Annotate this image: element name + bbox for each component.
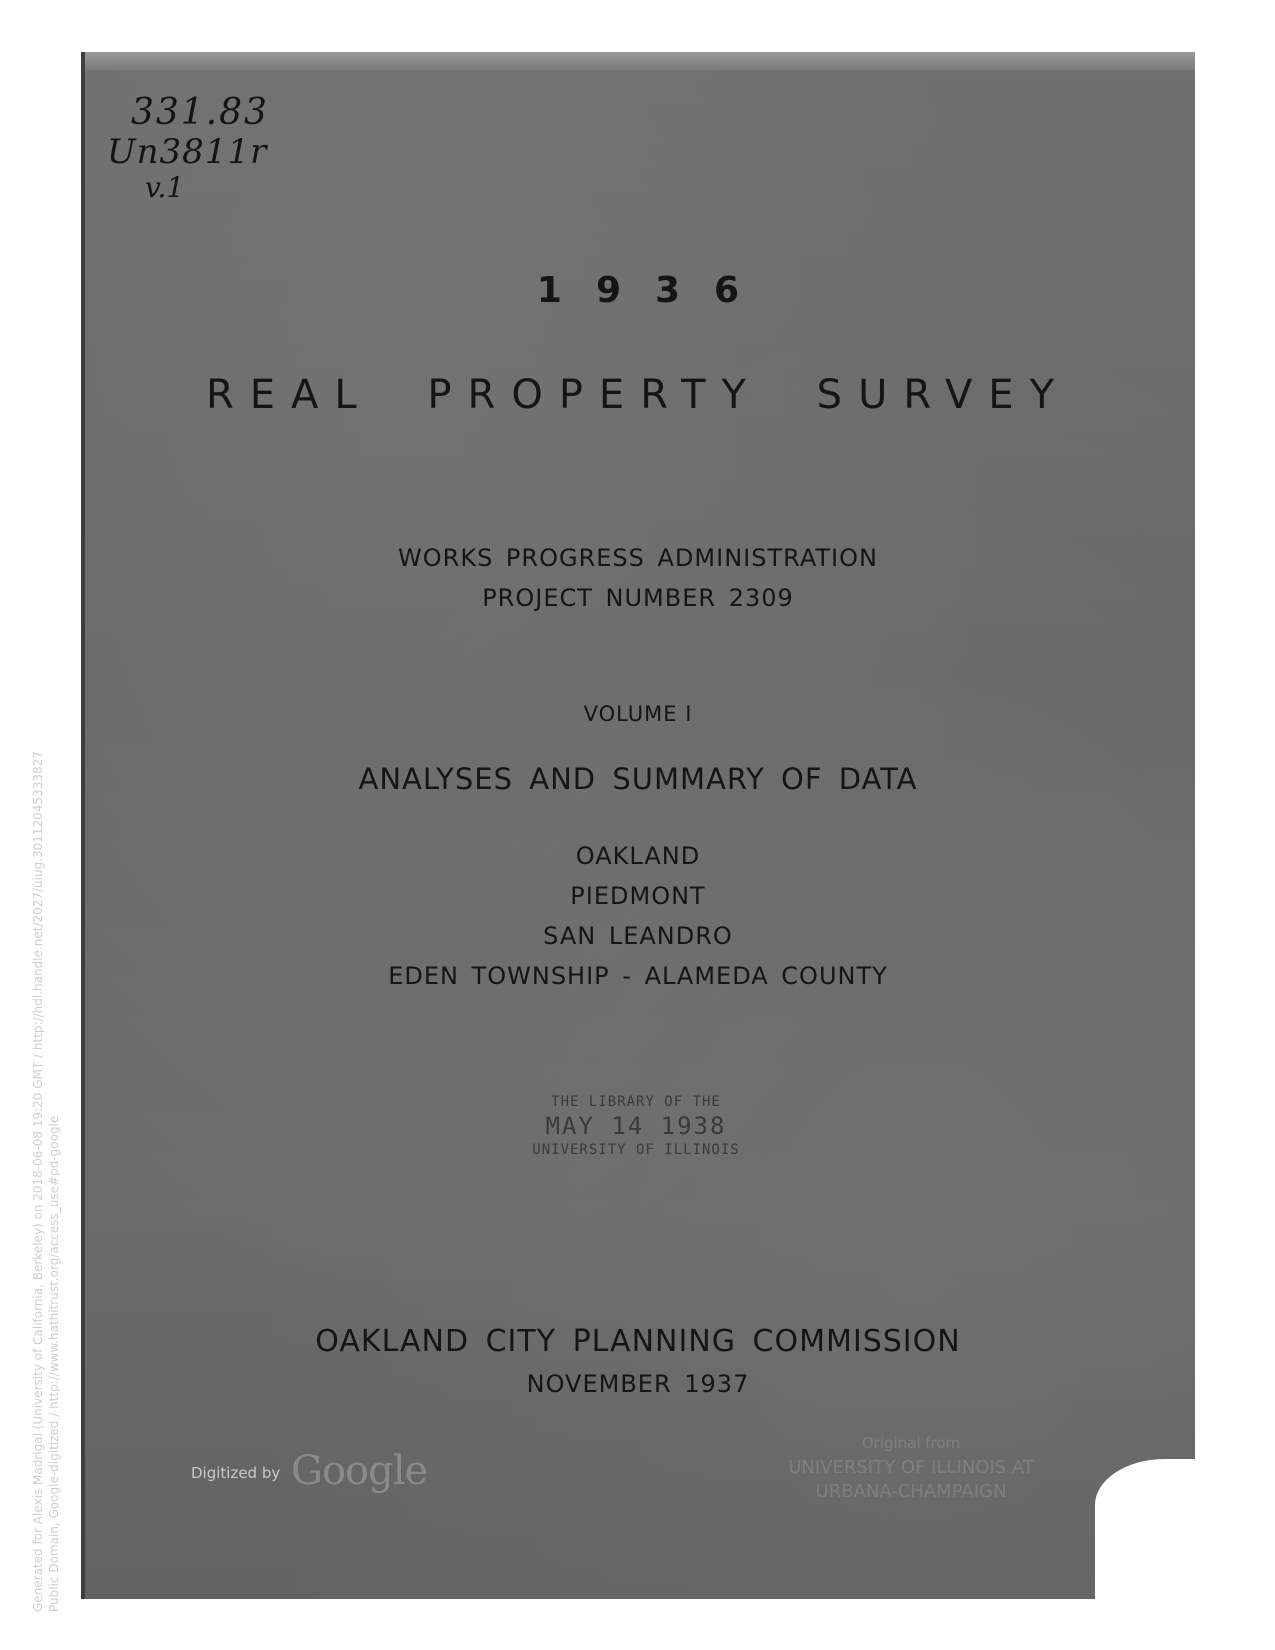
place-name: EDEN TOWNSHIP - ALAMEDA COUNTY: [388, 962, 888, 990]
institution-name: [741, 1456, 1081, 1504]
cover-year: 1936: [536, 270, 774, 311]
cover-title: REAL PROPERTY SURVEY: [205, 372, 1071, 418]
watermark-line-2: Public Domain, Google-digitized / http://www.hathitrust.org/access_use#pd-google: [47, 1115, 61, 1612]
handwritten-call-number: [107, 92, 269, 205]
stamp-line-3: UNIVERSITY OF ILLINOIS: [532, 1142, 740, 1158]
place-name: OAKLAND: [575, 842, 701, 870]
torn-corner: [1095, 1459, 1195, 1599]
stamp-date: MAY 14 1938: [545, 1112, 727, 1140]
hathitrust-watermark: [30, 751, 62, 1612]
project-number: PROJECT NUMBER 2309: [482, 584, 794, 612]
call-number-line-3: v.1: [145, 171, 185, 205]
call-number-line-1: 331.83: [131, 92, 269, 133]
institution-line-2: URBANA-CHAMPAIGN: [815, 1481, 1007, 1502]
watermark-line-1: Generated for Alexis Madrigal (University of California, Berkeley) on 2018-06-08 19:20 GMT / http://hdl.handle.net/2027/uiug.30112045333827: [31, 751, 45, 1612]
publisher-name: OAKLAND CITY PLANNING COMMISSION: [315, 1324, 961, 1359]
original-from-label: Original from: [861, 1434, 961, 1452]
google-logo: Google: [291, 1448, 428, 1494]
place-name: PIEDMONT: [570, 882, 706, 910]
institution-line-1: UNIVERSITY OF ILLINOIS AT: [788, 1457, 1034, 1478]
agency-name: WORKS PROGRESS ADMINISTRATION: [398, 544, 878, 572]
place-name: SAN LEANDRO: [543, 922, 733, 950]
library-stamp: [81, 1094, 1193, 1158]
book-cover: [81, 52, 1195, 1599]
volume-label: VOLUME I: [583, 702, 693, 726]
cover-top-edge: [81, 52, 1195, 70]
cover-subtitle: ANALYSES AND SUMMARY OF DATA: [358, 762, 918, 796]
stamp-line-1: THE LIBRARY OF THE: [551, 1094, 721, 1110]
call-number-line-2: Un3811r: [107, 132, 268, 173]
publication-date: NOVEMBER 1937: [526, 1370, 750, 1398]
digitized-by-label: Digitized by: [191, 1464, 281, 1482]
